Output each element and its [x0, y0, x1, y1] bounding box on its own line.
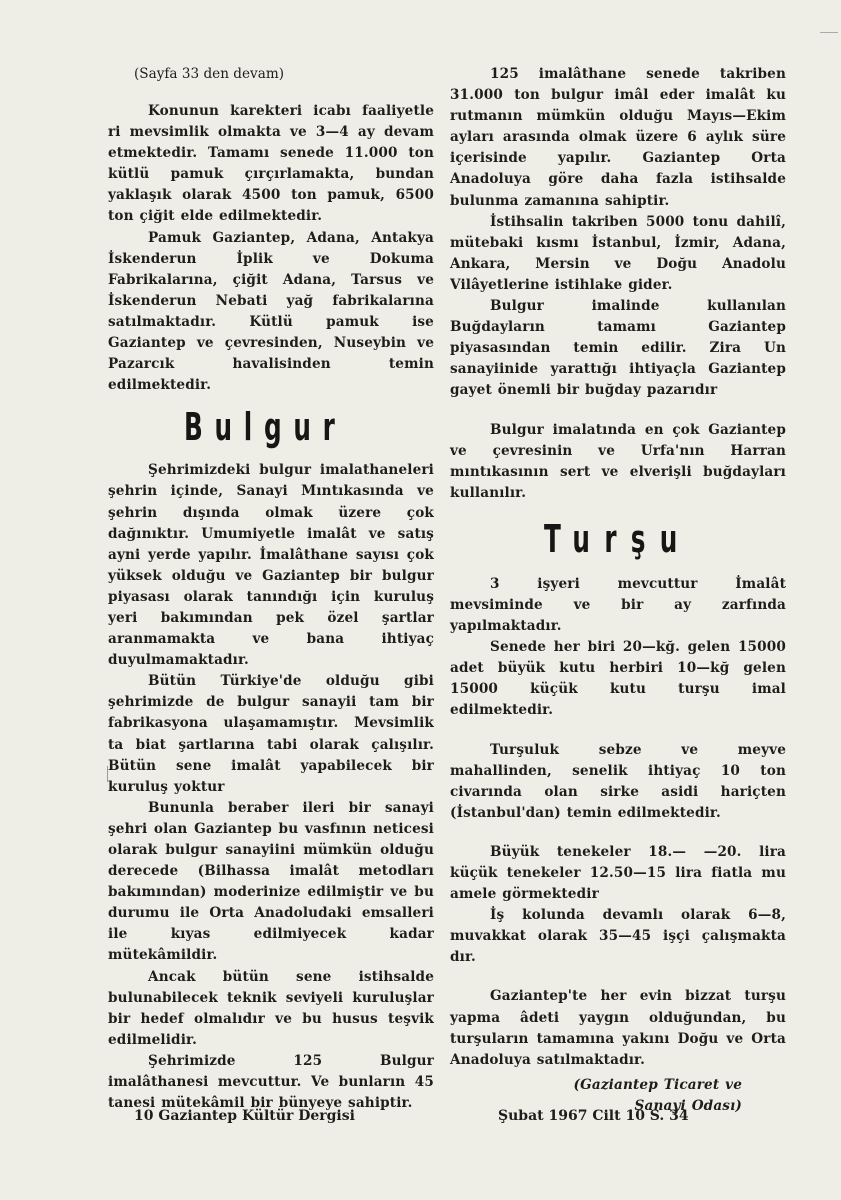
paragraph: İstihsalin takriben 5000 tonu dahilî, mütebaki kısmı İstanbul, İzmir, Adana, Ankara, Mersin ve Doğu Anadolu Vilâyetlerine istihlake gider.: [450, 213, 786, 293]
paragraph: Senede her biri 20—kğ. gelen 15000 adet büyük kutu herbiri 10—kğ gelen 15000 küçük kutu turşu imal edilmektedir.: [450, 639, 786, 719]
section-heading-tursu: Turşu: [544, 516, 692, 561]
footer-journal: 10 Gaziantep Kültür Dergisi: [134, 1108, 355, 1124]
signature-line: Sanayi Odası): [634, 1097, 742, 1114]
paragraph: Büyük tenekeler 18.— —20. lira küçük tenekeler 12.50—15 lira fiatla mu amele görmektedir: [450, 843, 786, 903]
paragraph: 125 imalâthane senede takriben 31.000 ton bulgur imâl eder imalât ku rutmanın mümkün olduğu Mayıs—Ekim ayları arasında olmak üzere 6 aylık süre içerisinde yapılır. Gaziantep Orta Anadoluya göre daha fazla istihsalde bulunma zamanına sahiptir.: [450, 66, 786, 209]
continuation-note: (Sayfa 33 den devam): [134, 66, 285, 82]
section-heading-bulgur: Bulgur: [184, 405, 347, 450]
paragraph: Şehrimizde 125 Bulgur imalâthanesi mevcuttur. Ve bunların 45 tanesi mütekâmil bir bünyeye sahiptir.: [108, 1052, 434, 1112]
paragraph: Gaziantep'te her evin bizzat turşu yapma âdeti yaygın olduğundan, bu turşuların tamamına yakını Doğu ve Orta Anadoluya satılmaktadır.: [450, 988, 786, 1068]
paragraph: 3 işyeri mevcuttur İmalât mevsiminde ve bir ay zarfında yapılmaktadır.: [450, 575, 786, 635]
paragraph: Bununla beraber ileri bir sanayi şehri olan Gaziantep bu vasfının neticesi olarak bulgur sanayiini mümkün olduğu derecede (Bilhassa imalât metodları bakımından) moderinize edilmiştir ve bu durumu ile Orta Anadoludaki emsalleri ile kıyas edilmiyecek kadar mütekâmildir.: [108, 799, 434, 964]
paragraph: Bütün Türkiye'de olduğu gibi şehrimizde de bulgur sanayii tam bir fabrikasyona ulaşamamıştır. Mevsimlik ta biat şartlarına tabi olarak çalışılır. Bütün sene imalât yapabilecek bir kuruluş yoktur: [108, 673, 434, 795]
paragraph: Ancak bütün sene istihsalde bulunabilecek teknik seviyeli kuruluşlar bir hedef olmalıdır ve bu husus teşvik edilmelidir.: [108, 968, 434, 1048]
edge-mark: [820, 32, 838, 33]
paragraph: Turşuluk sebze ve meyve mahallinden, senelik ihtiyaç 10 ton civarında olan sirke asidi hariçten (İstanbul'dan) temin edilmektedir.: [450, 741, 786, 821]
footer-issue: Şubat 1967 Cilt 10 S. 34: [498, 1108, 689, 1124]
paragraph: Bulgur imalinde kullanılan Buğdayların tamamı Gaziantep piyasasından temin edilir. Zira Un sanayiinide yarattığı ihtiyaçla Gaziantep gayet önemli bir buğday pazarıdır: [450, 298, 786, 399]
paragraph: Şehrimizdeki bulgur imalathaneleri şehrin içinde, Sanayi Mıntıkasında ve şehrin dışında olmak üzere çok dağınıktır. Umumiyetle imalât ve satış ayni yerde yapılır. İmalâthane sayısı çok yüksek olduğu ve Gaziantep bir bulgur piyasası olarak tanındığı için kuruluş yeri bakımından pek özel şartlar aranmamakta ve bana ihtiyaç duyulmamaktadır.: [108, 462, 434, 669]
paragraph: Pamuk Gaziantep, Adana, Antakya İskenderun İplik ve Dokuma Fabrikalarına, çiğit Adana, Tarsus ve İskenderun Nebati yağ fabrikalarına satılmaktadır. Kütlü pamuk ise Gaziantep ve çevresinden, Nuseybin ve Pazarcık havalisinden temin edilmektedir.: [108, 229, 434, 394]
paragraph: İş kolunda devamlı olarak 6—8, muvakkat olarak 35—45 işçi çalışmakta dır.: [450, 907, 786, 966]
left-column: [108, 64, 434, 1114]
paragraph: Konunun karekteri icabı faaliyetle ri mevsimlik olmakta ve 3—4 ay devam etmektedir. Tamamı senede 11.000 ton kütlü pamuk çırçırlamakta, bundan yaklaşık olarak 4500 ton pamuk, 6500 ton çiğit elde edilmektedir.: [108, 103, 434, 225]
signature-line: (Gaziantep Ticaret ve: [573, 1076, 742, 1093]
right-column: [450, 64, 786, 1117]
paragraph: Bulgur imalatında en çok Gaziantep ve çevresinin ve Urfa'nın Harran mıntıkasının sert ve elverişli buğdayları kullanılır.: [450, 421, 786, 501]
